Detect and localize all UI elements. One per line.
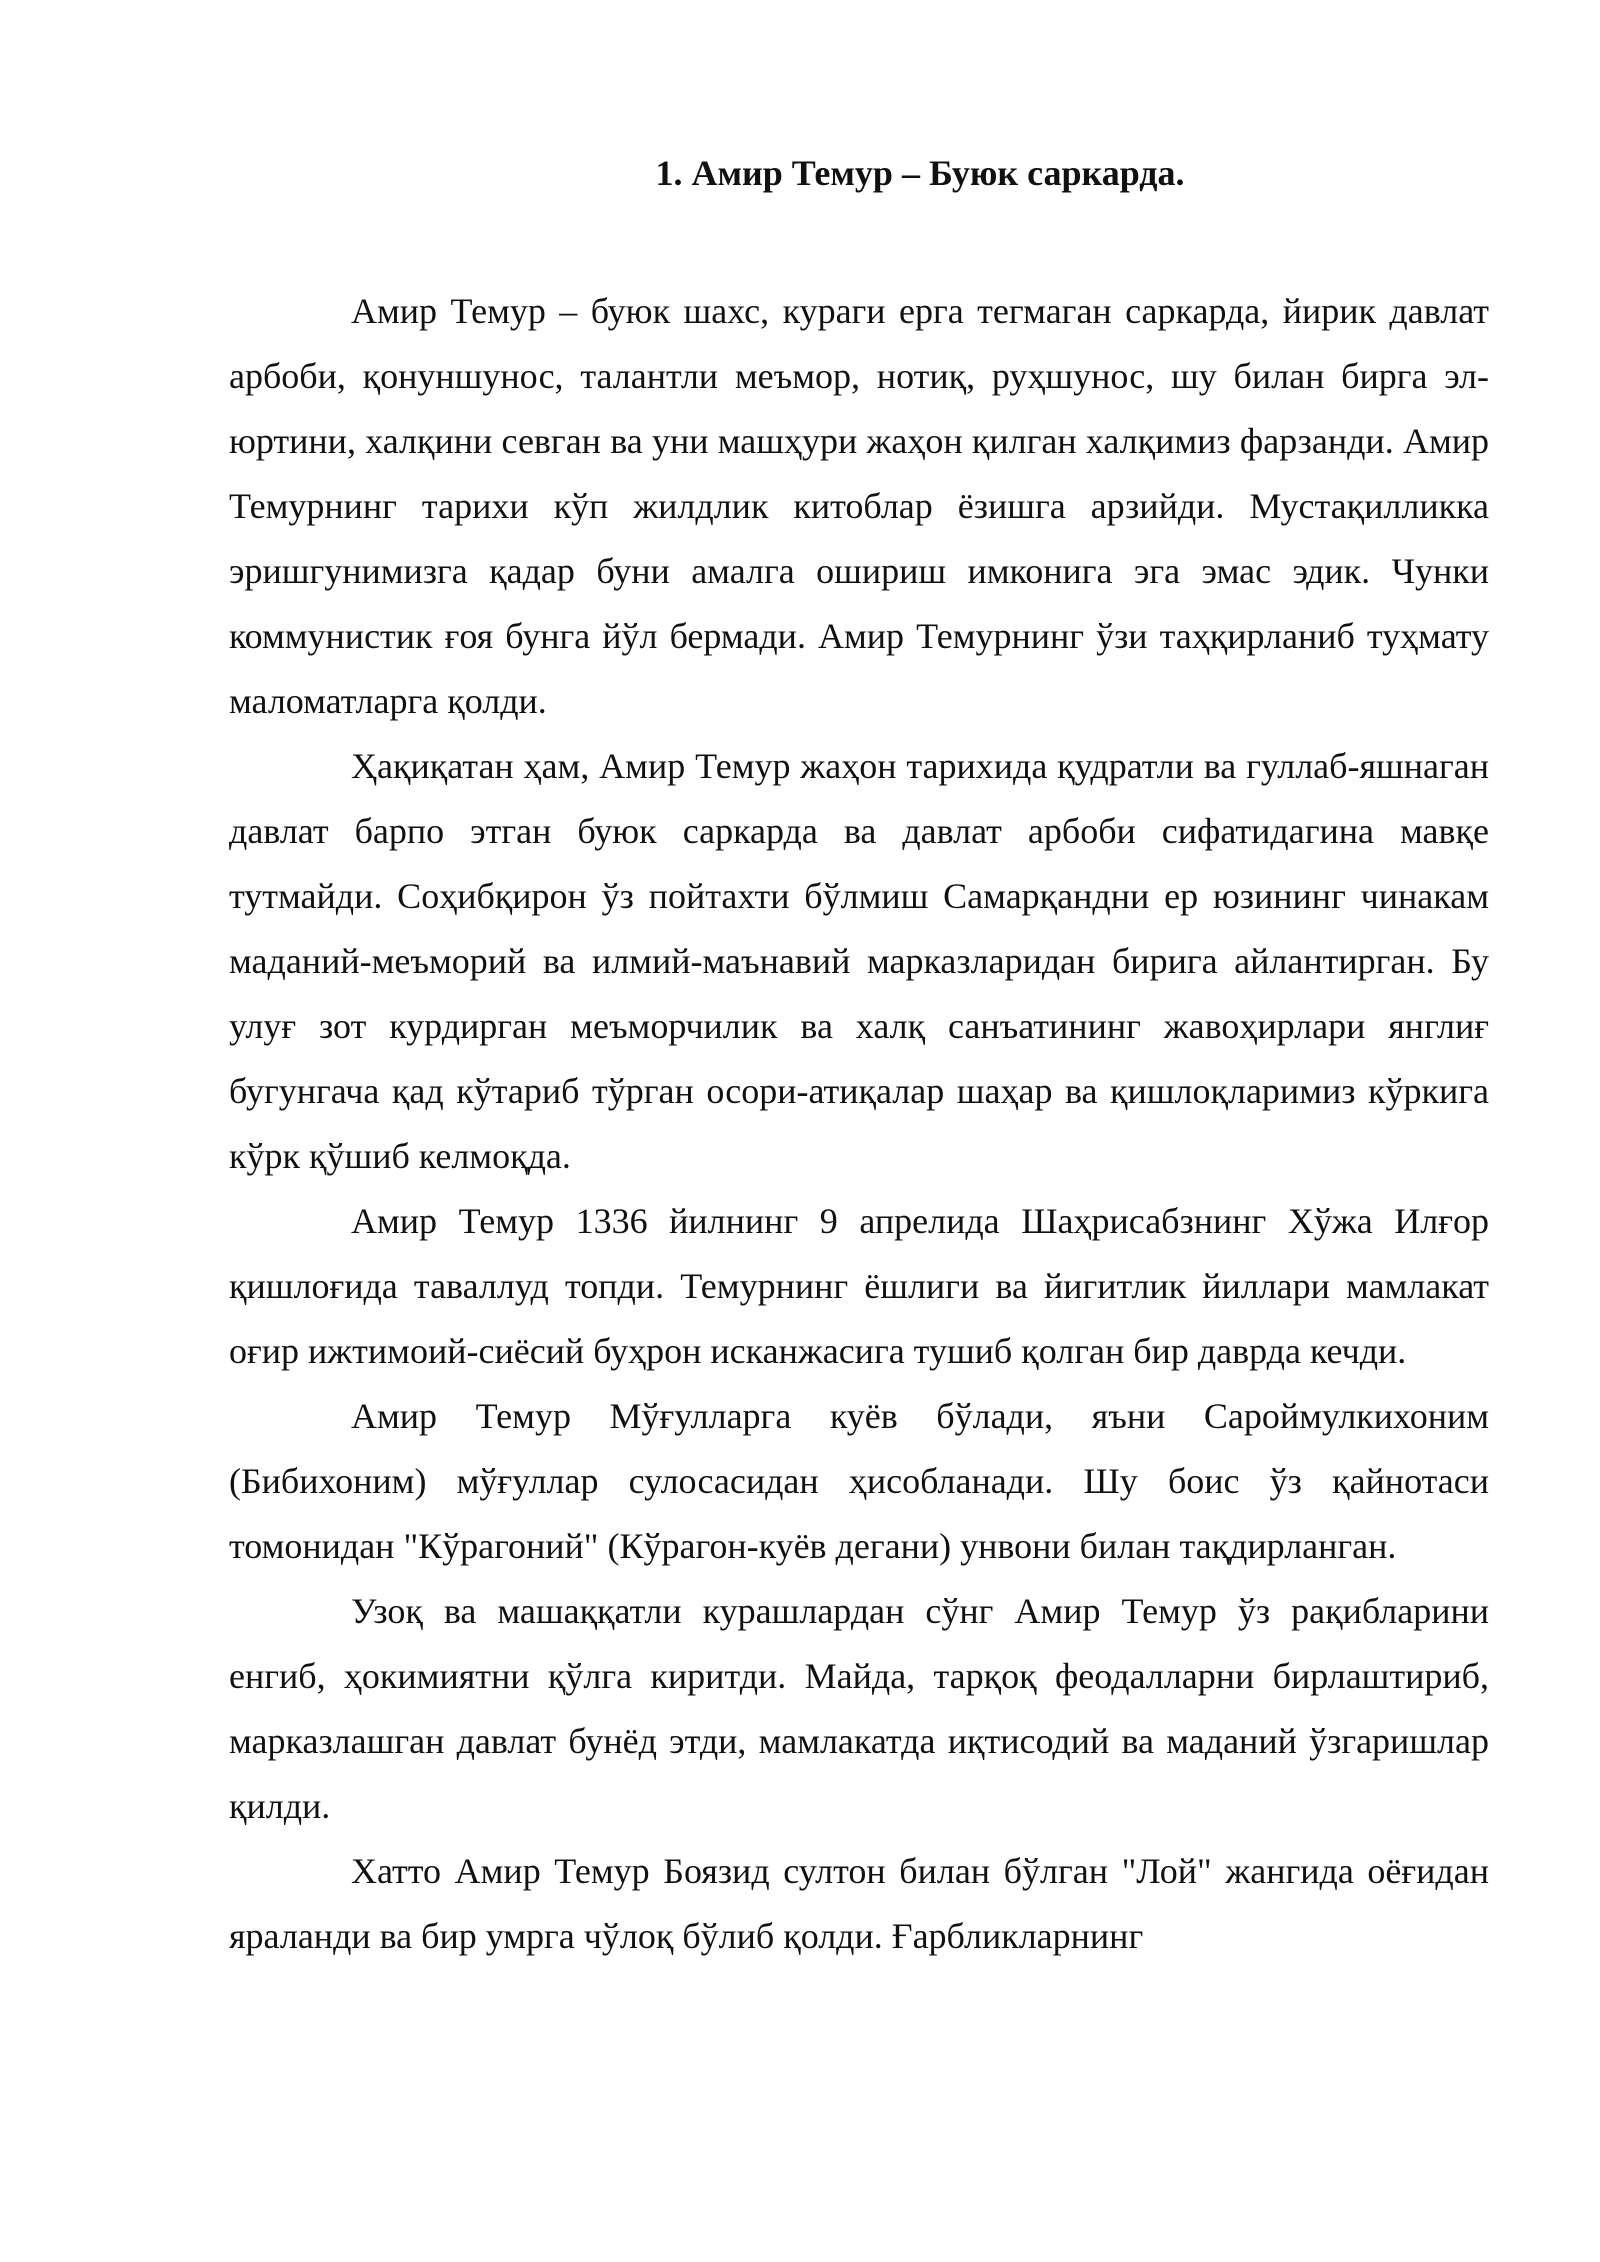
paragraph: Ҳақиқатан ҳам, Амир Темур жаҳон тарихида қудратли ва гуллаб-яшнаган давлат барпо этган буюк саркарда ва давлат арбоби сифатидагина мавқе тутмайди. Соҳибқирон ўз пойтахти бўлмиш Самарқандни ер юзининг чинакам маданий-меъморий ва илмий-маънавий марказларидан бирига айлантирган. Бу улуғ зот курдирган меъморчилик ва халқ санъатининг жавоҳирлари янглиғ бугунгача қад кўтариб тўрган осори-атиқалар шаҳар ва қишлоқларимиз кўркига кўрк қўшиб келмоқда. <box>229 746 1489 1176</box>
paragraph: Узоқ ва машаққатли курашлардан сўнг Амир Темур ўз рақибларини енгиб, ҳокимиятни қўлга киритди. Майда, тарқоқ феодалларни бирлаштириб, марказлашган давлат бунёд этди, мамлакатда иқтисодий ва маданий ўзгаришлар қилди. <box>229 1591 1489 1826</box>
document-body <box>229 279 1489 1969</box>
paragraph: Амир Темур Мўғулларга куёв бўлади, яъни Сароймулкихоним (Бибихоним) мўғуллар сулосасидан ҳисобланади. Шу боис ўз қайнотаси томонидан "Кўрагоний" (Кўрагон-куёв дегани) унвони билан тақдирланган. <box>229 1396 1489 1566</box>
paragraph: Амир Темур – буюк шахс, кураги ерга тегмаган саркарда, йирик давлат арбоби, қонуншунос, талантли меъмор, нотиқ, руҳшунос, шу билан бирга эл-юртини, халқини севган ва уни машҳури жаҳон қилган халқимиз фарзанди. Амир Темурнинг тарихи кўп жилдлик китоблар ёзишга арзийди. Мустақилликка эришгунимизга қадар буни амалга ошириш имконига эга эмас эдик. Чунки коммунистик ғоя бунга йўл бермади. Амир Темурнинг ўзи таҳқирланиб туҳмату маломатларга қолди. <box>229 291 1489 721</box>
paragraph: Хатто Амир Темур Боязид султон билан бўлган "Лой" жангида оёғидан яраланди ва бир умрга чўлоқ бўлиб қолди. Ғарбликларнинг <box>229 1851 1489 1956</box>
document-title: 1. Амир Темур – Буюк саркарда. <box>655 153 1185 193</box>
paragraph: Амир Темур 1336 йилнинг 9 апрелида Шаҳрисабзнинг Хўжа Илғор қишлоғида таваллуд топди. Темурнинг ёшлиги ва йигитлик йиллари мамлакат оғир ижтимоий-сиёсий буҳрон исканжасига тушиб қолган бир даврда кечди. <box>229 1201 1489 1371</box>
